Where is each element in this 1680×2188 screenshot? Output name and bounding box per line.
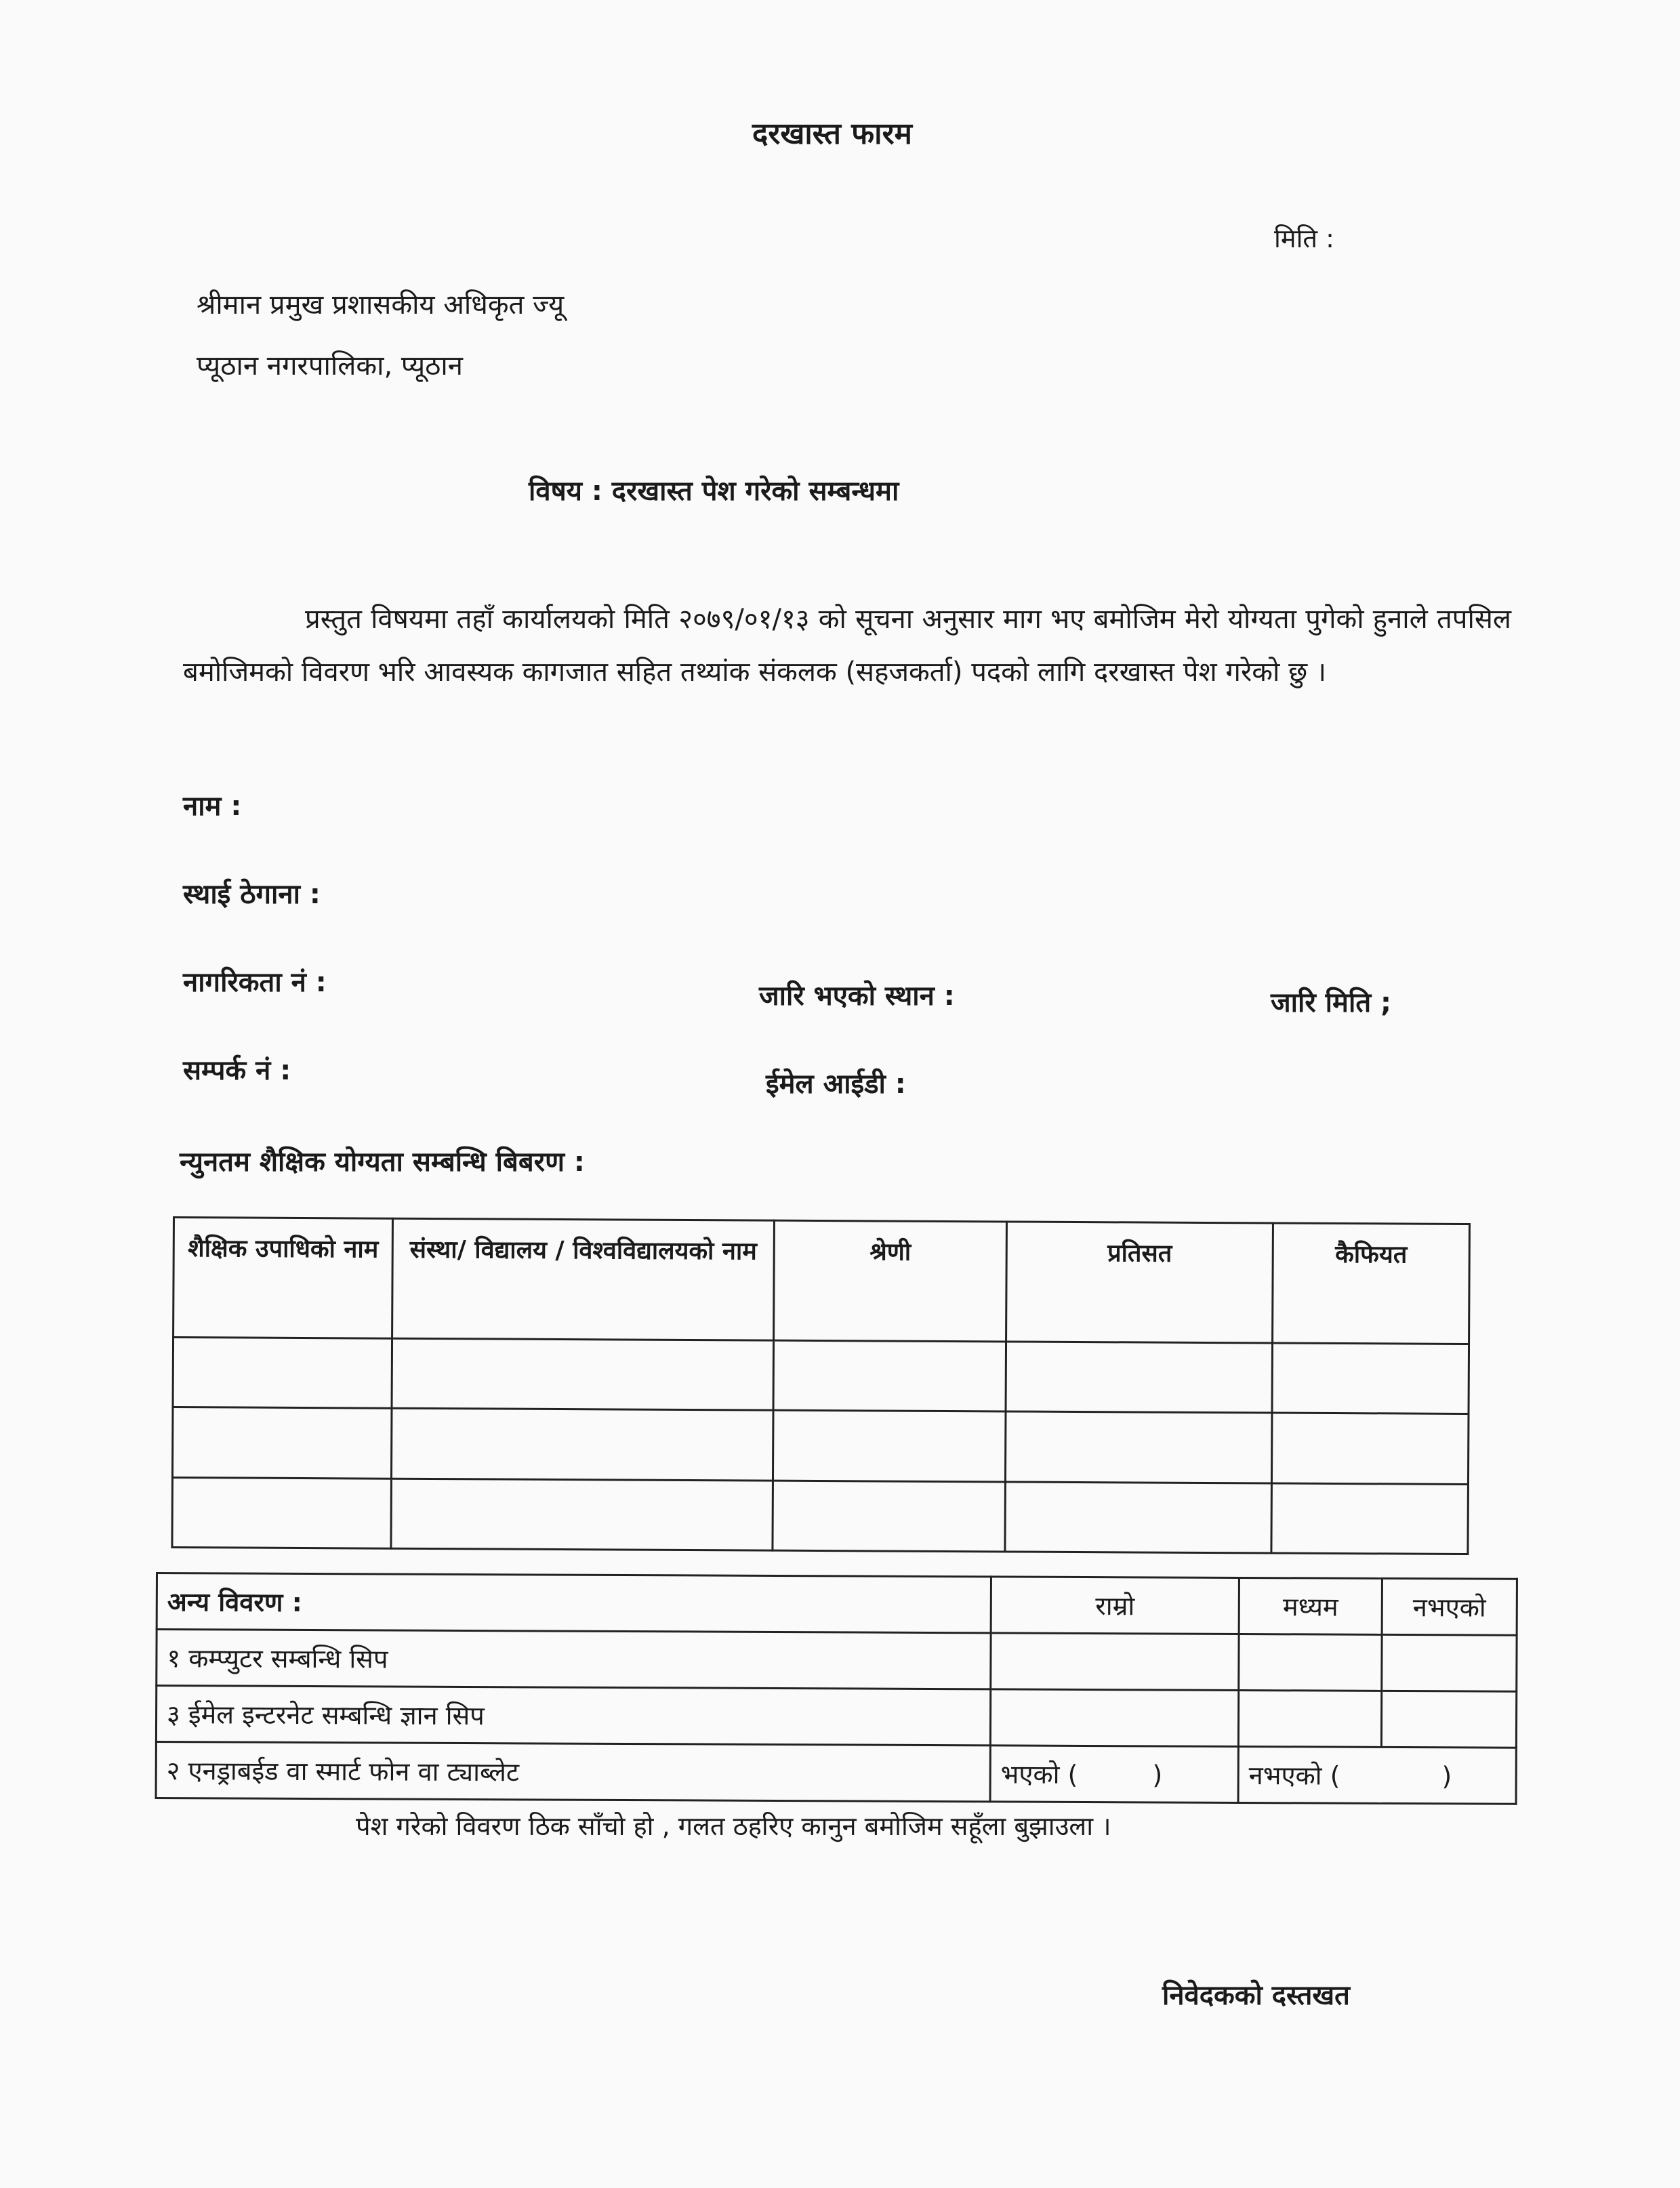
other-details-heading: अन्य विवरण : xyxy=(157,1573,991,1633)
subject-line: विषय : दरखास्त पेश गरेको सम्बन्धमा xyxy=(529,476,899,507)
other-header-row xyxy=(157,1573,1517,1636)
col-none: नभएको xyxy=(1382,1578,1517,1635)
education-table xyxy=(171,1216,1471,1555)
permanent-address-label: स्थाई ठेगाना : xyxy=(183,879,321,910)
table-cell[interactable] xyxy=(392,1338,774,1410)
not-has-option-cell[interactable] xyxy=(1238,1746,1516,1804)
header-percentage: प्रतिसत xyxy=(1006,1222,1273,1343)
body-paragraph: प्रस्तुत विषयमा तहाँ कार्यालयको मिति २०७९/०१/१३ को सूचना अनुसार माग भए बमोजिम मेरो योग्यता पुगेको हुनाले तपसिल बमोजिमको विवरण भरि आवस्यक कागजात सहित तथ्यांक संकलक (सहजकर्ता) पदको लागि दरखास्त पेश गरेको छु । xyxy=(183,604,1511,688)
education-header-row xyxy=(173,1218,1470,1344)
addressee-line-1: श्रीमान प्रमुख प्रशासकीय अधिकृत ज्यू xyxy=(197,289,565,321)
col-good: राम्रो xyxy=(991,1577,1239,1634)
table-row xyxy=(157,1630,1517,1692)
table-cell[interactable] xyxy=(1381,1691,1516,1748)
table-cell[interactable] xyxy=(173,1338,392,1409)
table-cell[interactable] xyxy=(1382,1634,1517,1691)
not-has-label: नभएको ( xyxy=(1248,1760,1340,1791)
table-cell[interactable] xyxy=(1238,1690,1381,1747)
table-cell[interactable] xyxy=(1005,1411,1272,1483)
table-cell[interactable] xyxy=(773,1340,1006,1411)
table-cell[interactable] xyxy=(990,1689,1238,1747)
table-cell[interactable] xyxy=(773,1410,1006,1481)
has-label: भएको ( xyxy=(1000,1759,1078,1790)
not-has-close: ) xyxy=(1441,1761,1452,1792)
name-label: नाम : xyxy=(183,791,242,822)
table-cell[interactable] xyxy=(172,1477,392,1548)
form-title: दरखास्त फारम xyxy=(752,117,912,151)
table-row xyxy=(156,1742,1516,1804)
table-cell[interactable] xyxy=(391,1479,773,1550)
table-cell[interactable] xyxy=(1006,1342,1273,1413)
table-cell[interactable] xyxy=(1239,1634,1382,1691)
header-remarks: कैफियत xyxy=(1273,1223,1470,1344)
skill-email-internet: ३ ईमेल इन्टरनेट सम्बन्धि ज्ञान सिप xyxy=(156,1686,990,1746)
table-row xyxy=(173,1338,1469,1414)
header-division: श्रेणी xyxy=(774,1220,1007,1342)
has-close: ) xyxy=(1152,1760,1163,1790)
declaration-text: पेश गरेको विवरण ठिक साँचो हो , गलत ठहरिए कानुन बमोजिम सहूँला बुझाउला । xyxy=(356,1811,1111,1841)
skill-computer: १ कम्प्युटर सम्बन्धि सिप xyxy=(157,1630,991,1689)
table-cell[interactable] xyxy=(1271,1483,1469,1554)
table-row xyxy=(156,1686,1516,1748)
col-medium: मध्यम xyxy=(1239,1577,1382,1634)
signature-label: निवेदकको दस्तखत xyxy=(1162,1980,1350,2011)
table-cell[interactable] xyxy=(1005,1482,1272,1553)
skill-smartphone: २ एनड्राबईड वा स्मार्ट फोन वा ट्याब्लेट xyxy=(156,1742,990,1802)
header-degree: शैक्षिक उपाधिको नाम xyxy=(173,1218,393,1339)
table-cell[interactable] xyxy=(391,1409,773,1481)
issued-place-label: जारि भएको स्थान : xyxy=(759,981,955,1012)
table-cell[interactable] xyxy=(172,1407,392,1479)
citizenship-no-label: नागरिकता नं : xyxy=(183,967,327,998)
has-option-cell[interactable] xyxy=(990,1746,1238,1803)
issued-date-label: जारि मिति ; xyxy=(1271,987,1392,1018)
contact-no-label: सम्पर्क नं : xyxy=(183,1055,291,1086)
education-heading: न्युनतम शैक्षिक योग्यता सम्बन्धि बिबरण : xyxy=(180,1147,585,1178)
table-cell[interactable] xyxy=(1271,1413,1469,1484)
table-cell[interactable] xyxy=(1272,1343,1469,1414)
email-id-label: ईमेल आईडी : xyxy=(766,1069,906,1100)
table-row xyxy=(172,1477,1469,1554)
table-row xyxy=(172,1407,1469,1484)
header-institution: संस्था/ विद्यालय / विश्वविद्यालयको नाम xyxy=(392,1218,775,1340)
table-cell[interactable] xyxy=(991,1633,1239,1691)
date-label: मिति : xyxy=(1274,224,1334,253)
addressee-line-2: प्यूठान नगरपालिका, प्यूठान xyxy=(197,350,463,381)
other-details-table xyxy=(155,1572,1518,1805)
table-cell[interactable] xyxy=(773,1481,1006,1552)
